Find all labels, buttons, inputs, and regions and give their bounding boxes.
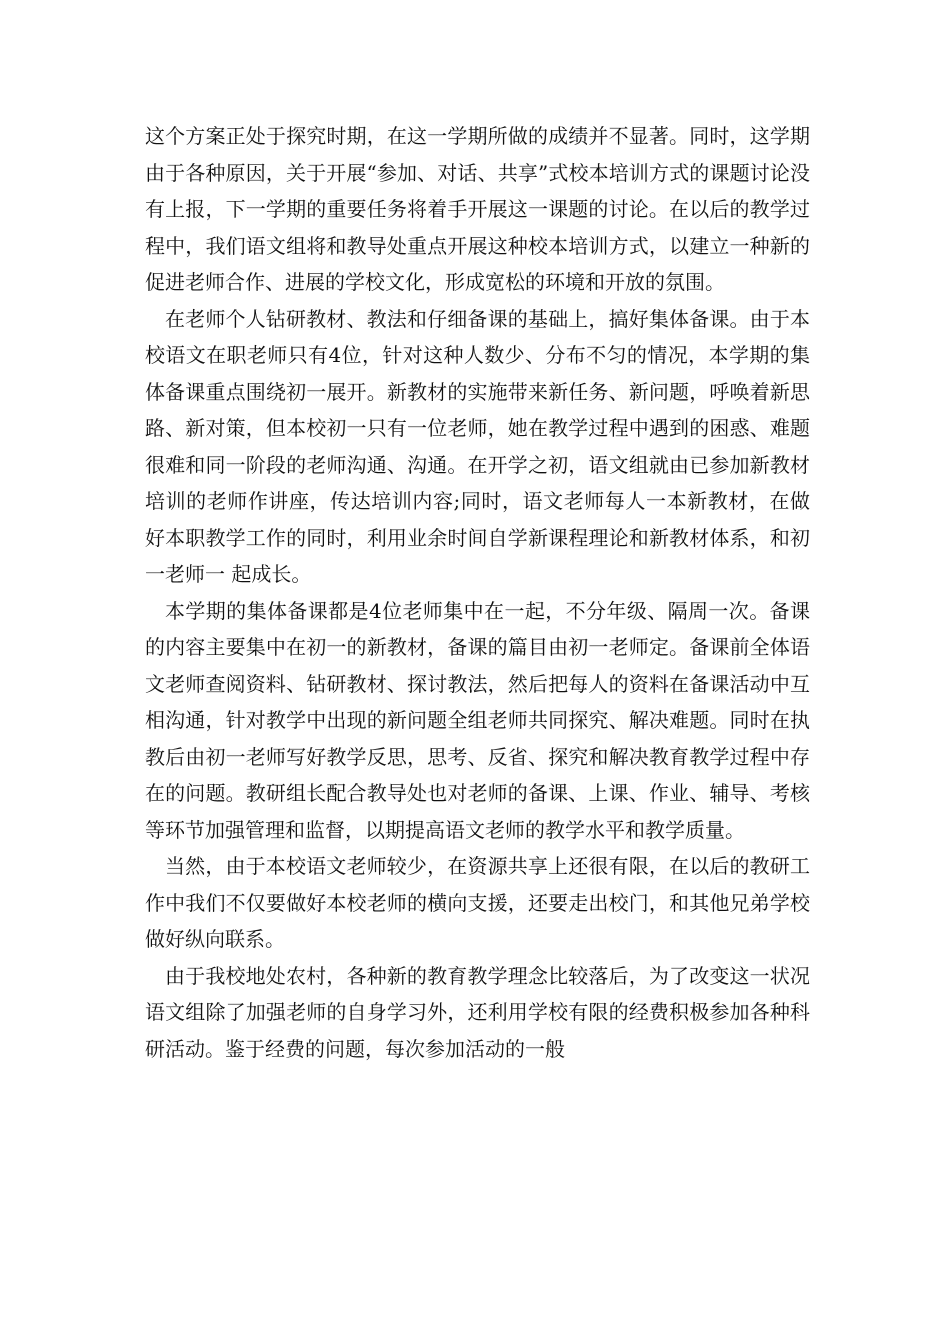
paragraph-4: 当然，由于本校语文老师较少，在资源共享上还很有限，在以后的教研工作中我们不仅要做好本校老师的横向支援，还要走出校门，和其他兄弟学校做好纵向联系。 — [145, 854, 810, 951]
paragraph-2: 在老师个人钻研教材、教法和仔细备课的基础上，搞好集体备课。由于本校语文在职老师只有4位，针对这种人数少、分布不匀的情况，本学期的集体备课重点围绕初一展开。新教材的实施带来新任务、新问题，呼唤着新思路、新对策，但本校初一只有一位老师，她在教学过程中遇到的困惑、难题很难和同一阶段的老师沟通、沟通。在开学之初，语文组就由已参加新教材培训的老师作讲座，传达培训内容;同时，语文老师每人一本新教材，在做好本职教学工作的同时，利用业余时间自学新课程理论和新教材体系，和初一老师一 起成长。 — [145, 306, 810, 586]
paragraph-3: 本学期的集体备课都是4位老师集中在一起，不分年级、隔周一次。备课的内容主要集中在初一的新教材，备课的篇目由初一老师定。备课前全体语文老师查阅资料、钻研教材、探讨教法，然后把每人的资料在备课活动中互相沟通，针对教学中出现的新问题全组老师共同探究、解决难题。同时在执教后由初一老师写好教学反思，思考、反省、探究和解决教育教学过程中存在的问题。教研组长配合教导处也对老师的备课、上课、作业、辅导、考核等环节加强管理和监督，以期提高语文老师的教学水平和教学质量。 — [145, 598, 810, 842]
paragraph-5: 由于我校地处农村，各种新的教育教学理念比较落后，为了改变这一状况语文组除了加强老师的自身学习外，还利用学校有限的经费积极参加各种科研活动。鉴于经费的问题，每次参加活动的一般 — [145, 963, 810, 1061]
paragraph-1: 这个方案正处于探究时期，在这一学期所做的成绩并不显著。同时，这学期由于各种原因，关于开展“参加、对话、共享”式校本培训方式的课题讨论没有上报，下一学期的重要任务将着手开展这一课题的讨论。在以后的教学过程中，我们语文组将和教导处重点开展这种校本培训方式，以建立一种新的促进老师合作、进展的学校文化，形成宽松的环境和开放的氛围。 — [145, 124, 810, 294]
document-body — [145, 118, 810, 1067]
